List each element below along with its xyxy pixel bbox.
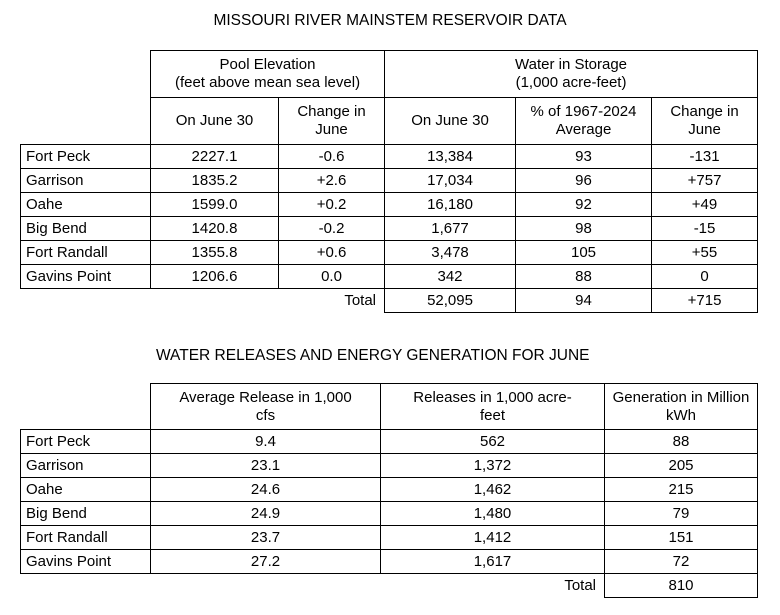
col-elevation-change-line2: June — [315, 121, 348, 138]
table-row — [21, 502, 758, 526]
col-storage-change — [652, 98, 758, 145]
reservoir-table-title: MISSOURI RIVER MAINSTEM RESERVOIR DATA — [213, 12, 567, 29]
total-row — [21, 289, 758, 313]
elevation-value: 2227.1 — [151, 145, 279, 169]
header-blank — [21, 384, 151, 430]
col-storage-change-line2: June — [688, 121, 721, 138]
storage-value: 342 — [385, 265, 516, 289]
total-blank — [21, 574, 151, 598]
releases-value: 562 — [381, 430, 605, 454]
water-storage-label: Water in Storage — [515, 56, 628, 73]
average-release-value: 23.7 — [151, 526, 381, 550]
col-storage-pct-line1: % of 1967-2024 — [530, 103, 637, 120]
col-average-release — [151, 384, 381, 430]
storage-change-value: -131 — [652, 145, 758, 169]
col-generation-line2: kWh — [666, 406, 696, 424]
total-generation-value: 810 — [605, 574, 758, 598]
average-release-value: 9.4 — [151, 430, 381, 454]
header-blank — [21, 51, 151, 98]
storage-pct-value: 93 — [516, 145, 652, 169]
storage-pct-value: 98 — [516, 217, 652, 241]
storage-change-value: 0 — [652, 265, 758, 289]
reservoir-name: Fort Randall — [21, 526, 151, 550]
reservoir-name: Garrison — [21, 454, 151, 478]
releases-table-title: WATER RELEASES AND ENERGY GENERATION FOR JUNE — [156, 347, 590, 364]
col-storage-pct-line2: Average — [555, 121, 612, 138]
storage-value: 16,180 — [385, 193, 516, 217]
reservoir-table — [20, 50, 758, 313]
storage-value: 3,478 — [385, 241, 516, 265]
elevation-value: 1206.6 — [151, 265, 279, 289]
generation-value: 72 — [605, 550, 758, 574]
col-elevation-change — [279, 98, 385, 145]
total-storage-value: 52,095 — [385, 289, 516, 313]
table-row — [21, 454, 758, 478]
storage-change-value: +55 — [652, 241, 758, 265]
releases-value: 1,462 — [381, 478, 605, 502]
table-row — [21, 193, 758, 217]
reservoir-name: Garrison — [21, 169, 151, 193]
releases-value: 1,412 — [381, 526, 605, 550]
table-row — [21, 145, 758, 169]
reservoir-name: Fort Randall — [21, 241, 151, 265]
col-average-release-line1: Average Release in 1,000 — [179, 388, 352, 406]
pool-elevation-header — [151, 51, 385, 98]
storage-value: 13,384 — [385, 145, 516, 169]
storage-value: 17,034 — [385, 169, 516, 193]
col-releases-line2: feet — [479, 406, 506, 424]
generation-value: 151 — [605, 526, 758, 550]
releases-value: 1,617 — [381, 550, 605, 574]
releases-value: 1,480 — [381, 502, 605, 526]
reservoir-name: Fort Peck — [21, 145, 151, 169]
generation-value: 215 — [605, 478, 758, 502]
reservoir-name: Gavins Point — [21, 265, 151, 289]
average-release-value: 24.6 — [151, 478, 381, 502]
generation-value: 205 — [605, 454, 758, 478]
elevation-change-value: +2.6 — [279, 169, 385, 193]
elevation-value: 1355.8 — [151, 241, 279, 265]
releases-value: 1,372 — [381, 454, 605, 478]
generation-value: 79 — [605, 502, 758, 526]
col-generation-line1: Generation in Million — [612, 388, 750, 406]
table-row — [21, 526, 758, 550]
storage-change-value: +49 — [652, 193, 758, 217]
storage-pct-value: 88 — [516, 265, 652, 289]
pool-elevation-label: Pool Elevation — [219, 56, 316, 73]
total-row — [21, 574, 758, 598]
storage-pct-value: 96 — [516, 169, 652, 193]
pool-elevation-units: (feet above mean sea level) — [174, 74, 361, 91]
col-storage-pct — [516, 98, 652, 145]
total-pct-value: 94 — [516, 289, 652, 313]
elevation-change-value: +0.6 — [279, 241, 385, 265]
storage-change-value: +757 — [652, 169, 758, 193]
total-blank — [21, 289, 151, 313]
table-row — [21, 430, 758, 454]
col-releases-line1: Releases in 1,000 acre- — [413, 388, 572, 406]
reservoir-name: Oahe — [21, 478, 151, 502]
storage-change-value: -15 — [652, 217, 758, 241]
table-row — [21, 550, 758, 574]
total-change-value: +715 — [652, 289, 758, 313]
table-row — [21, 217, 758, 241]
reservoir-name: Gavins Point — [21, 550, 151, 574]
elevation-value: 1420.8 — [151, 217, 279, 241]
elevation-change-value: -0.6 — [279, 145, 385, 169]
reservoir-name: Oahe — [21, 193, 151, 217]
total-label: Total — [344, 292, 377, 310]
reservoir-name: Big Bend — [21, 502, 151, 526]
storage-pct-value: 105 — [516, 241, 652, 265]
col-releases — [381, 384, 605, 430]
average-release-value: 23.1 — [151, 454, 381, 478]
col-storage-change-line1: Change in — [670, 103, 739, 120]
average-release-value: 24.9 — [151, 502, 381, 526]
col-generation — [605, 384, 758, 430]
releases-table — [20, 383, 758, 598]
col-average-release-line2: cfs — [255, 406, 276, 424]
header-blank — [21, 98, 151, 145]
reservoir-name: Big Bend — [21, 217, 151, 241]
elevation-change-value: -0.2 — [279, 217, 385, 241]
elevation-value: 1835.2 — [151, 169, 279, 193]
water-storage-units: (1,000 acre-feet) — [515, 74, 627, 91]
storage-pct-value: 92 — [516, 193, 652, 217]
col-elevation-june30: On June 30 — [151, 98, 279, 145]
col-elevation-change-line1: Change in — [297, 103, 366, 120]
average-release-value: 27.2 — [151, 550, 381, 574]
generation-value: 88 — [605, 430, 758, 454]
col-storage-june30: On June 30 — [385, 98, 516, 145]
table-row — [21, 169, 758, 193]
elevation-change-value: 0.0 — [279, 265, 385, 289]
table-row — [21, 478, 758, 502]
elevation-change-value: +0.2 — [279, 193, 385, 217]
storage-value: 1,677 — [385, 217, 516, 241]
total-label: Total — [564, 577, 596, 595]
table-row — [21, 265, 758, 289]
elevation-value: 1599.0 — [151, 193, 279, 217]
table-row — [21, 241, 758, 265]
water-storage-header — [385, 51, 758, 98]
total-blank — [151, 289, 279, 313]
total-blank — [151, 574, 381, 598]
reservoir-name: Fort Peck — [21, 430, 151, 454]
